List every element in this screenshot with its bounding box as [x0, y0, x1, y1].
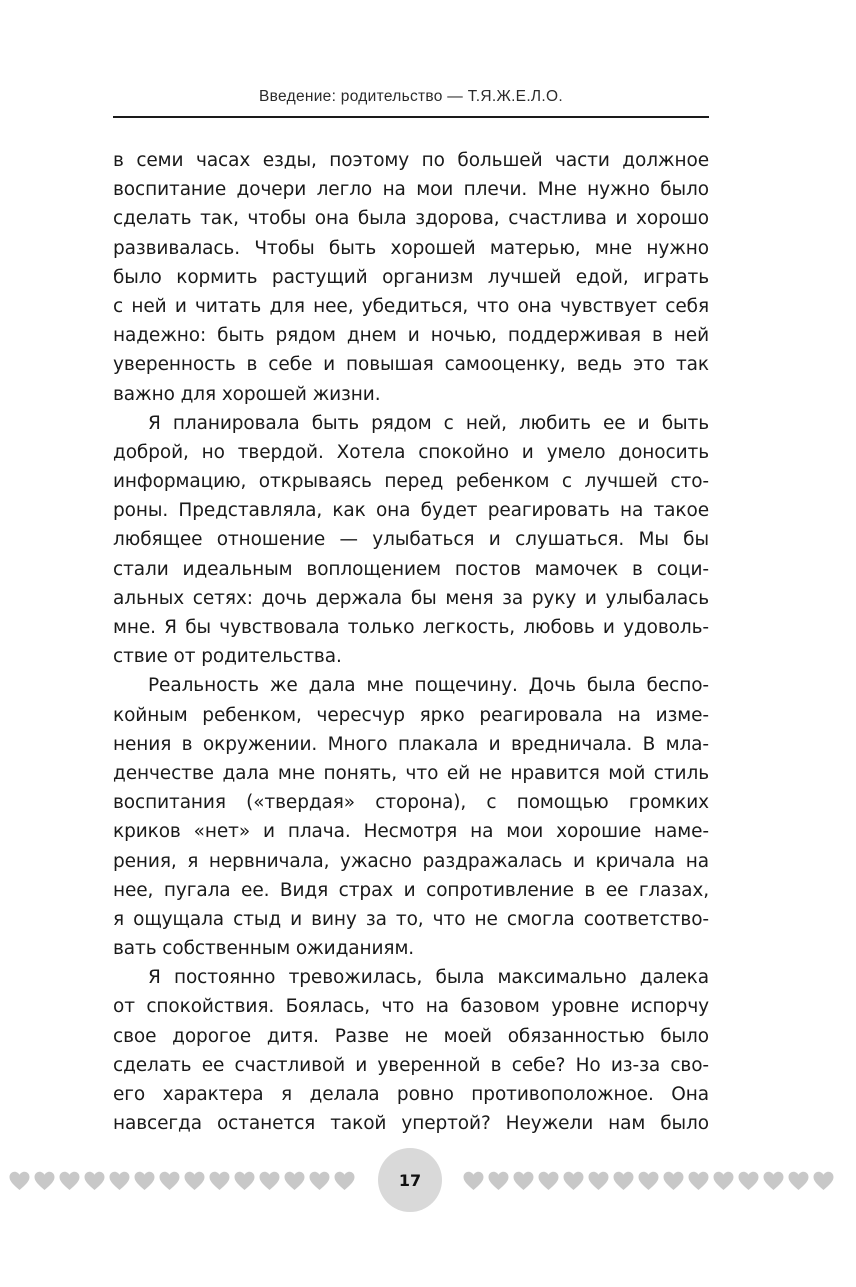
- running-header-title: Введение: родительство — Т.Я.Ж.Е.Л.О.: [259, 88, 563, 105]
- text-line: в семи часах езды, поэтому по большей части должное: [113, 150, 709, 171]
- header-rule: [113, 116, 709, 118]
- text-line: нения в окружении. Много плакала и вредничала. В мла-: [113, 733, 709, 755]
- heart-ornament-left: [8, 1170, 356, 1194]
- text-line: роны. Представляла, как она будет реагировать на такое: [113, 500, 709, 522]
- heart-icon: [537, 1170, 560, 1192]
- text-line: развивалась. Чтобы быть хорошей матерью, мне нужно: [113, 237, 709, 259]
- text-line: информацию, открываясь перед ребенком с лучшей сто-: [113, 471, 709, 493]
- heart-icon: [183, 1170, 206, 1192]
- text-line: вать собственным ожиданиям.: [113, 938, 415, 960]
- heart-icon: [487, 1170, 510, 1192]
- text-line: Реальность же дала мне пощечину. Дочь была беспо-: [148, 675, 709, 697]
- text-line: навсегда останется такой упертой? Неужели нам было: [113, 1113, 709, 1135]
- heart-icon: [587, 1170, 610, 1192]
- text-line: сделать так, чтобы она была здорова, счастлива и хорошо: [113, 208, 709, 230]
- text-line: любящее отношение — улыбаться и слушаться. Мы бы: [113, 529, 709, 551]
- heart-icon: [108, 1170, 131, 1192]
- text-line: сделать ее счастливой и уверенной в себе? Но из-за сво-: [113, 1054, 709, 1076]
- heart-ornament-right: [462, 1170, 835, 1194]
- text-line: нее, пугала ее. Видя страх и сопротивление в ее глазах,: [113, 879, 709, 901]
- heart-icon: [208, 1170, 231, 1192]
- text-line: койным ребенком, чересчур ярко реагировала на изме-: [113, 704, 709, 726]
- text-line: альных сетях: дочь держала бы меня за руку и улыбалась: [113, 587, 709, 609]
- paragraph: [113, 409, 709, 672]
- heart-icon: [562, 1170, 585, 1192]
- heart-icon: [812, 1170, 835, 1192]
- heart-icon: [8, 1170, 31, 1192]
- heart-icon: [787, 1170, 810, 1192]
- text-line: рения, я нервничала, ужасно раздражалась и кричала на: [113, 850, 709, 872]
- heart-icon: [512, 1170, 535, 1192]
- text-line: было кормить растущий организм лучшей едой, играть: [113, 266, 709, 288]
- paragraph: [113, 671, 709, 963]
- heart-icon: [133, 1170, 156, 1192]
- text-line: доброй, но твердой. Хотела спокойно и умело доносить: [113, 441, 709, 463]
- paragraph: [113, 963, 709, 1138]
- body-text: [113, 146, 709, 1138]
- heart-icon: [83, 1170, 106, 1192]
- heart-icon: [333, 1170, 356, 1192]
- heart-icon: [737, 1170, 760, 1192]
- heart-icon: [233, 1170, 256, 1192]
- text-line: с ней и читать для нее, убедиться, что она чувствует себя: [113, 295, 709, 317]
- text-line: уверенность в себе и повышая самооценку, ведь это так: [113, 354, 709, 376]
- text-line: от спокойствия. Боялась, что на базовом уровне испорчу: [113, 996, 709, 1018]
- text-line: его характера я делала ровно противоположное. Она: [113, 1084, 709, 1105]
- heart-icon: [258, 1170, 281, 1192]
- text-line: я ощущала стыд и вину за то, что не смогла соответство-: [113, 908, 709, 930]
- heart-icon: [283, 1170, 306, 1192]
- heart-icon: [712, 1170, 735, 1192]
- text-line: денчестве дала мне понять, что ей не нравится мой стиль: [113, 762, 709, 784]
- heart-icon: [462, 1170, 485, 1192]
- heart-icon: [308, 1170, 331, 1192]
- text-line: важно для хорошей жизни.: [113, 383, 381, 405]
- text-line: воспитание дочери легло на мои плечи. Мне нужно было: [113, 179, 709, 201]
- text-line: мне. Я бы чувствовала только легкость, любовь и удоволь-: [113, 617, 709, 638]
- text-line: надежно: быть рядом днем и ночью, поддерживая в ней: [113, 325, 709, 347]
- page-footer: [0, 1140, 856, 1220]
- paragraph: [113, 146, 709, 409]
- heart-icon: [612, 1170, 635, 1192]
- heart-icon: [762, 1170, 785, 1192]
- text-line: криков «нет» и плача. Несмотря на мои хорошие наме-: [113, 821, 709, 843]
- heart-icon: [33, 1170, 56, 1192]
- page-number: 17: [398, 1170, 422, 1190]
- page-number-badge: [378, 1148, 442, 1212]
- heart-icon: [662, 1170, 685, 1192]
- text-line: ствие от родительства.: [113, 646, 342, 668]
- heart-icon: [637, 1170, 660, 1192]
- heart-icon: [158, 1170, 181, 1192]
- heart-icon: [687, 1170, 710, 1192]
- heart-icon: [58, 1170, 81, 1192]
- text-line: воспитания («твердая» сторона), с помощью громких: [113, 792, 709, 814]
- text-line: Я постоянно тревожилась, была максимально далека: [148, 967, 709, 989]
- text-line: стали идеальным воплощением постов мамочек в соци-: [113, 558, 709, 580]
- text-line: свое дорогое дитя. Разве не моей обязанностью было: [113, 1025, 709, 1047]
- text-line: Я планировала быть рядом с ней, любить ее и быть: [148, 412, 709, 434]
